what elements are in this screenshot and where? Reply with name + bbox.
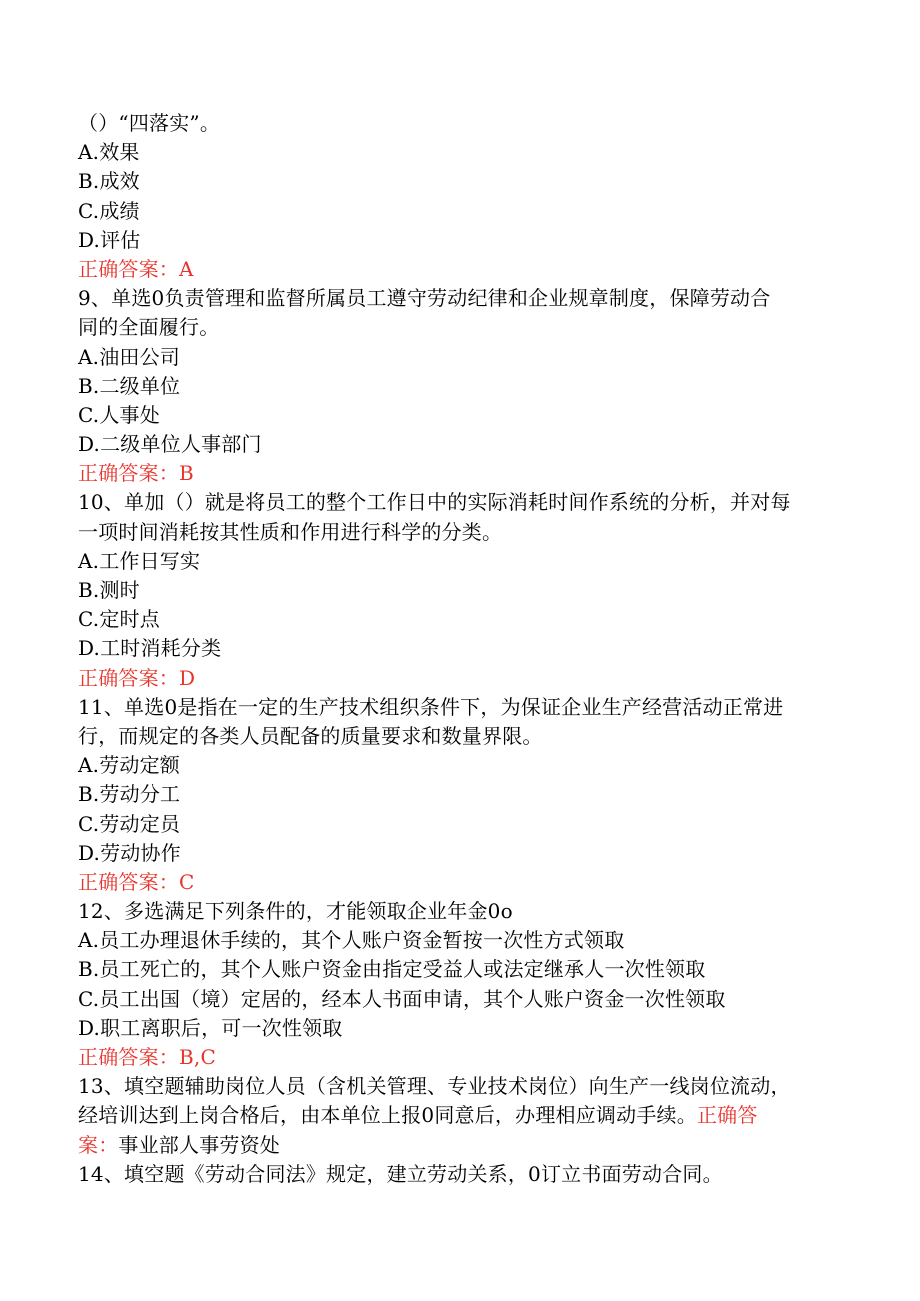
q11-answer	[78, 868, 848, 897]
q10-answer	[78, 664, 848, 693]
q12-option-d: D.职工离职后，可一次性领取	[78, 1015, 343, 1040]
q12-answer-value: B,C	[179, 1045, 216, 1069]
q9-stem-line2: 同的全面履行。	[78, 315, 220, 340]
q12-option-c: C.员工出国（境）定居的，经本人书面申请，其个人账户资金一次性领取	[78, 986, 726, 1011]
q8-option-a: A.效果	[78, 140, 140, 165]
q8-option-c: C.成绩	[78, 198, 140, 223]
q13-answer-value: 事业部人事劳资处	[118, 1132, 281, 1157]
q12-answer-label: 正确答案：	[78, 1045, 179, 1069]
q9-answer	[78, 459, 848, 488]
q13-stem-line1: 13、填空题辅助岗位人员（含机关管理、专业技术岗位）向生产一线岗位流动，	[78, 1074, 791, 1099]
q10-stem-line1: 10、单加（）就是将员工的整个工作日中的实际消耗时间作系统的分析，并对每	[78, 490, 791, 515]
q12-answer	[78, 1043, 848, 1072]
q9-stem-line1: 9、单选0负责管理和监督所属员工遵守劳动纪律和企业规章制度，保障劳动合	[78, 286, 771, 311]
q8-stem-tail: （）“四落实”。	[78, 111, 221, 135]
q9-option-d: D.二级单位人事部门	[78, 432, 262, 457]
q10-option-b: B.测时	[78, 578, 140, 602]
q12-option-a: A.员工办理退休手续的，其个人账户资金暂按一次性方式领取	[78, 928, 625, 953]
q8-answer-label: 正确答案：	[78, 256, 179, 281]
q8-answer	[78, 255, 848, 284]
q10-answer-value: D	[179, 665, 196, 690]
q9-option-b: B.二级单位	[78, 373, 181, 398]
q9-option-c: C.人事处	[78, 402, 160, 427]
q9-option-a: A.油田公司	[78, 344, 181, 369]
q11-answer-value: C	[179, 869, 195, 894]
q14-stem-line1: 14、填空题《劳动合同法》规定，建立劳动关系，0订立书面劳动合同。	[78, 1161, 723, 1186]
q13-answer-label-part1: 正确答	[696, 1103, 758, 1128]
q8-answer-value: A	[179, 256, 194, 281]
q9-answer-value: B	[179, 461, 194, 486]
q13-stem-text: 经培训达到上岗合格后，由本单位上报0同意后，办理相应调动手续。	[78, 1103, 697, 1128]
q13-answer-line	[78, 1131, 848, 1160]
q11-stem-line2: 行，而规定的各类人员配备的质量要求和数量界限。	[78, 723, 543, 748]
q10-answer-label: 正确答案：	[78, 665, 179, 690]
q11-stem-line1: 11、单选0是指在一定的生产技术组织条件下，为保证企业生产经营活动正常进	[78, 694, 784, 719]
q8-option-b: B.成效	[78, 169, 140, 194]
q9-answer-label: 正确答案：	[78, 461, 179, 486]
q10-option-c: C.定时点	[78, 607, 160, 632]
q11-answer-label: 正确答案：	[78, 869, 179, 894]
q13-answer-label-part2: 案：	[78, 1132, 119, 1157]
q12-stem-line1: 12、多选满足下列条件的，才能领取企业年金0o	[78, 899, 513, 924]
q11-option-a: A.劳动定额	[78, 753, 181, 778]
q10-option-a: A.工作日写实	[78, 548, 201, 573]
q10-option-d: D.工时消耗分类	[78, 636, 222, 661]
q13-stem-line2	[78, 1101, 848, 1130]
q8-option-d: D.评估	[78, 227, 141, 252]
q11-option-d: D.劳动协作	[78, 840, 181, 865]
q11-option-b: B.劳动分工	[78, 782, 181, 807]
q10-stem-line2: 一项时间消耗按其性质和作用进行科学的分类。	[78, 519, 503, 544]
q11-option-c: C.劳动定员	[78, 811, 181, 836]
document-page	[78, 109, 848, 1189]
q12-option-b: B.员工死亡的，其个人账户资金由指定受益人或法定继承人一次性领取	[78, 957, 706, 982]
